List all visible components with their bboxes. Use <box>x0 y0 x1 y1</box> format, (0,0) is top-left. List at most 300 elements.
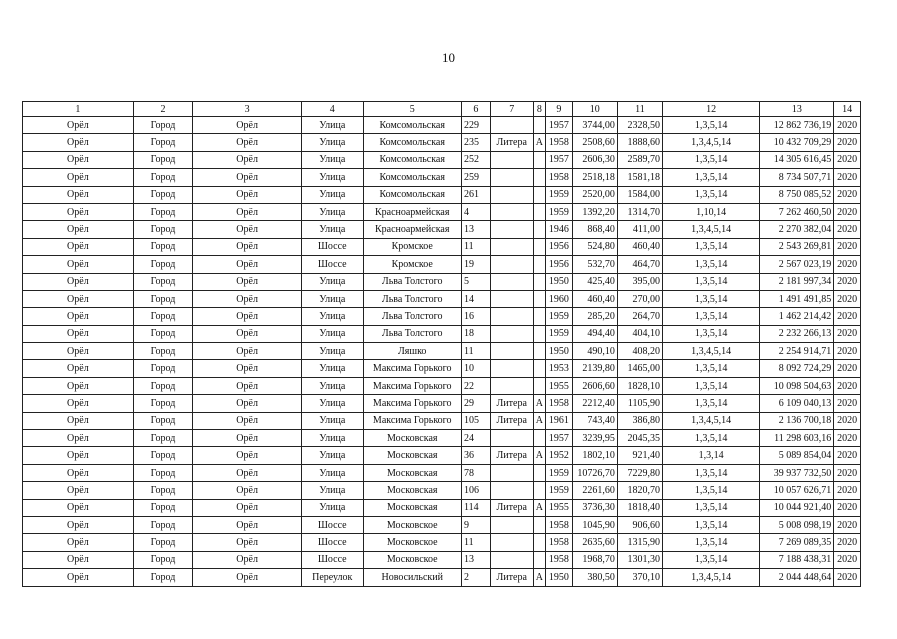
table-cell: 2 044 448,64 <box>760 569 834 586</box>
table-cell: Орёл <box>23 290 134 307</box>
table-cell: Улица <box>301 186 363 203</box>
table-cell: Город <box>133 273 192 290</box>
table-cell: А <box>533 499 545 516</box>
table-cell <box>490 464 533 481</box>
table-cell: Комсомольская <box>363 151 461 168</box>
table-cell <box>490 151 533 168</box>
table-cell: Орёл <box>23 169 134 186</box>
table-cell: 18 <box>461 325 490 342</box>
table-cell: 1,3,5,14 <box>662 325 759 342</box>
table-cell <box>533 551 545 568</box>
table-cell: 2020 <box>834 499 861 516</box>
table-cell: Орёл <box>23 308 134 325</box>
table-cell <box>533 169 545 186</box>
table-cell: Орёл <box>193 360 302 377</box>
table-cell: Улица <box>301 343 363 360</box>
table-cell: А <box>533 134 545 151</box>
table-cell: Орёл <box>193 325 302 342</box>
table-row <box>23 343 861 360</box>
table-row <box>23 203 861 220</box>
table-cell: Комсомольская <box>363 169 461 186</box>
table-cell: Орёл <box>23 412 134 429</box>
table-cell: Шоссе <box>301 551 363 568</box>
table-cell: Орёл <box>193 569 302 586</box>
table-cell <box>533 290 545 307</box>
table-cell: Орёл <box>23 238 134 255</box>
table-cell: Орёл <box>193 430 302 447</box>
table-cell: 494,40 <box>572 325 617 342</box>
column-header: 6 <box>461 102 490 117</box>
table-cell: 2 <box>461 569 490 586</box>
table-cell: 16 <box>461 308 490 325</box>
table-cell <box>490 430 533 447</box>
table-cell: 1,3,5,14 <box>662 186 759 203</box>
table-cell: 8 750 085,52 <box>760 186 834 203</box>
table-cell <box>533 343 545 360</box>
table-cell: Орёл <box>23 534 134 551</box>
table-cell: Литера <box>490 569 533 586</box>
table-cell: Литера <box>490 447 533 464</box>
table-cell <box>533 482 545 499</box>
table-cell: Город <box>133 551 192 568</box>
table-cell <box>490 203 533 220</box>
table-cell: Орёл <box>23 430 134 447</box>
table-cell: 395,00 <box>617 273 662 290</box>
table-body <box>23 117 861 587</box>
table-cell: 2606,30 <box>572 151 617 168</box>
table-cell <box>533 203 545 220</box>
table-cell: Орёл <box>23 273 134 290</box>
table-cell: 1,3,5,14 <box>662 308 759 325</box>
table-cell: 1959 <box>546 186 573 203</box>
table-cell: 2520,00 <box>572 186 617 203</box>
table-cell: 235 <box>461 134 490 151</box>
table-cell: Максима Горького <box>363 412 461 429</box>
table-cell: 2020 <box>834 325 861 342</box>
table-cell: 1960 <box>546 290 573 307</box>
table-cell <box>533 151 545 168</box>
table-cell: 105 <box>461 412 490 429</box>
table-cell <box>533 256 545 273</box>
table-cell: Орёл <box>23 516 134 533</box>
column-header: 13 <box>760 102 834 117</box>
table-cell <box>533 221 545 238</box>
table-cell: 2020 <box>834 203 861 220</box>
table-cell <box>533 430 545 447</box>
table-cell: Орёл <box>193 273 302 290</box>
table-cell: Кромское <box>363 256 461 273</box>
table-cell: 1950 <box>546 343 573 360</box>
table-cell: 2045,35 <box>617 430 662 447</box>
table-cell <box>490 377 533 394</box>
table-cell: 13 <box>461 221 490 238</box>
table-cell: 285,20 <box>572 308 617 325</box>
table-cell: Город <box>133 447 192 464</box>
table-cell <box>533 308 545 325</box>
table-cell: Город <box>133 464 192 481</box>
table-cell: 229 <box>461 117 490 134</box>
table-cell: Город <box>133 534 192 551</box>
table-cell: Город <box>133 169 192 186</box>
table-cell: Льва Толстого <box>363 290 461 307</box>
table-cell: 270,00 <box>617 290 662 307</box>
table-cell: А <box>533 412 545 429</box>
table-cell: Орёл <box>23 482 134 499</box>
table-cell: 12 862 736,19 <box>760 117 834 134</box>
table-cell: А <box>533 395 545 412</box>
table-row <box>23 430 861 447</box>
table-cell: Улица <box>301 134 363 151</box>
table-cell: Город <box>133 186 192 203</box>
table-cell: 386,80 <box>617 412 662 429</box>
table-cell: 1,3,5,14 <box>662 551 759 568</box>
table-cell: Орёл <box>193 308 302 325</box>
table-cell <box>533 360 545 377</box>
table-cell: 1957 <box>546 151 573 168</box>
table-cell: 1,3,5,14 <box>662 360 759 377</box>
table-cell: 1959 <box>546 464 573 481</box>
table-row <box>23 169 861 186</box>
table-cell: 408,20 <box>617 343 662 360</box>
table-cell <box>490 516 533 533</box>
table-row <box>23 256 861 273</box>
column-header: 12 <box>662 102 759 117</box>
table-cell <box>533 464 545 481</box>
table-cell <box>490 273 533 290</box>
table-cell: 5 <box>461 273 490 290</box>
table-cell: 6 109 040,13 <box>760 395 834 412</box>
table-cell: 19 <box>461 256 490 273</box>
table-cell <box>490 238 533 255</box>
table-cell: Орёл <box>193 412 302 429</box>
table-cell: 10 432 709,29 <box>760 134 834 151</box>
table-cell: 2020 <box>834 360 861 377</box>
table-cell: Орёл <box>193 447 302 464</box>
table-cell: 1,3,5,14 <box>662 290 759 307</box>
table-cell: Улица <box>301 395 363 412</box>
column-header: 7 <box>490 102 533 117</box>
table-cell: 11 <box>461 534 490 551</box>
table-cell: Улица <box>301 221 363 238</box>
table-cell: 411,00 <box>617 221 662 238</box>
table-cell: Шоссе <box>301 238 363 255</box>
table-cell: 1,3,5,14 <box>662 377 759 394</box>
table-cell: 1888,60 <box>617 134 662 151</box>
table-cell: 2139,80 <box>572 360 617 377</box>
table-cell: Максима Горького <box>363 360 461 377</box>
table-cell: 1,3,4,5,14 <box>662 221 759 238</box>
table-row <box>23 482 861 499</box>
table-cell: 11 298 603,16 <box>760 430 834 447</box>
table-cell: 906,60 <box>617 516 662 533</box>
table-cell: Улица <box>301 325 363 342</box>
table-cell: Орёл <box>23 464 134 481</box>
table-row <box>23 151 861 168</box>
table-cell: 29 <box>461 395 490 412</box>
table-cell <box>490 360 533 377</box>
table-cell: 1950 <box>546 273 573 290</box>
table-cell: 78 <box>461 464 490 481</box>
table-cell: 1958 <box>546 134 573 151</box>
table-cell: Литера <box>490 499 533 516</box>
table-cell: 1581,18 <box>617 169 662 186</box>
table-cell: Город <box>133 256 192 273</box>
table-cell: 1,3,5,14 <box>662 169 759 186</box>
table-cell <box>490 482 533 499</box>
table-cell: 8 734 507,71 <box>760 169 834 186</box>
table-cell: Город <box>133 238 192 255</box>
table-row <box>23 186 861 203</box>
table-cell: 1,3,5,14 <box>662 482 759 499</box>
table-cell: Льва Толстого <box>363 273 461 290</box>
table-cell: Город <box>133 325 192 342</box>
table-cell: Орёл <box>193 117 302 134</box>
table-cell: Город <box>133 430 192 447</box>
table-cell: 1105,90 <box>617 395 662 412</box>
table-cell: 1,3,5,14 <box>662 238 759 255</box>
table-row <box>23 134 861 151</box>
table-cell: 2518,18 <box>572 169 617 186</box>
table-cell: 2 254 914,71 <box>760 343 834 360</box>
table-cell: 743,40 <box>572 412 617 429</box>
table-cell: 1,3,5,14 <box>662 534 759 551</box>
table-cell: 1,3,5,14 <box>662 256 759 273</box>
table-cell: 3736,30 <box>572 499 617 516</box>
table-cell: 1465,00 <box>617 360 662 377</box>
table-cell: 1,3,4,5,14 <box>662 343 759 360</box>
table-cell: Максима Горького <box>363 395 461 412</box>
table-row <box>23 273 861 290</box>
column-header: 14 <box>834 102 861 117</box>
table-cell: Город <box>133 203 192 220</box>
table-cell: 1818,40 <box>617 499 662 516</box>
table-cell <box>533 186 545 203</box>
table-cell: Ляшко <box>363 343 461 360</box>
table-cell: 2606,60 <box>572 377 617 394</box>
table-cell: 114 <box>461 499 490 516</box>
table-cell: 1959 <box>546 203 573 220</box>
table-cell: 14 <box>461 290 490 307</box>
table-cell <box>533 377 545 394</box>
table-row <box>23 534 861 551</box>
table-cell: 1955 <box>546 499 573 516</box>
table-cell: 1,3,5,14 <box>662 151 759 168</box>
table-cell <box>533 238 545 255</box>
table-cell: 10 044 921,40 <box>760 499 834 516</box>
table-cell: 1958 <box>546 534 573 551</box>
table-cell: 252 <box>461 151 490 168</box>
table-cell: Орёл <box>193 464 302 481</box>
table-cell: 2020 <box>834 308 861 325</box>
table-cell: 1314,70 <box>617 203 662 220</box>
table-cell: Орёл <box>193 134 302 151</box>
table-cell: Орёл <box>23 221 134 238</box>
table-cell: Город <box>133 395 192 412</box>
table-cell: Орёл <box>193 534 302 551</box>
table-cell: 404,10 <box>617 325 662 342</box>
table-cell: 1958 <box>546 395 573 412</box>
table-cell: Орёл <box>23 325 134 342</box>
table-cell: 2 543 269,81 <box>760 238 834 255</box>
table-cell: 2020 <box>834 186 861 203</box>
table-cell: 2 181 997,34 <box>760 273 834 290</box>
table-cell: 1,3,4,5,14 <box>662 569 759 586</box>
table-cell: 8 092 724,29 <box>760 360 834 377</box>
table-cell: Улица <box>301 169 363 186</box>
table-cell: 2 136 700,18 <box>760 412 834 429</box>
table-cell: Орёл <box>193 151 302 168</box>
table-cell: Город <box>133 412 192 429</box>
table-cell: Город <box>133 308 192 325</box>
table-cell: Улица <box>301 203 363 220</box>
table-cell: 7229,80 <box>617 464 662 481</box>
table-cell: Город <box>133 360 192 377</box>
table-row <box>23 395 861 412</box>
table-cell: Комсомольская <box>363 117 461 134</box>
table-cell: Улица <box>301 273 363 290</box>
table-cell: Улица <box>301 412 363 429</box>
table-cell: Город <box>133 377 192 394</box>
table-cell: 39 937 732,50 <box>760 464 834 481</box>
column-header: 1 <box>23 102 134 117</box>
table-cell: 1946 <box>546 221 573 238</box>
column-header: 2 <box>133 102 192 117</box>
header-row <box>23 102 861 117</box>
table-cell <box>490 343 533 360</box>
table-cell: 10726,70 <box>572 464 617 481</box>
table-cell: 425,40 <box>572 273 617 290</box>
table-cell <box>533 534 545 551</box>
table-cell: Московское <box>363 551 461 568</box>
table-cell: Улица <box>301 151 363 168</box>
table-cell: 524,80 <box>572 238 617 255</box>
housing-registry-table <box>22 101 861 587</box>
table-cell: 2020 <box>834 169 861 186</box>
table-cell: 2 232 266,13 <box>760 325 834 342</box>
table-cell: Орёл <box>23 203 134 220</box>
table-cell: Шоссе <box>301 256 363 273</box>
table-cell: 7 188 438,31 <box>760 551 834 568</box>
table-cell: 261 <box>461 186 490 203</box>
table-cell: 2020 <box>834 482 861 499</box>
table-cell: Орёл <box>193 238 302 255</box>
table-cell: 2 567 023,19 <box>760 256 834 273</box>
table-cell: Улица <box>301 308 363 325</box>
table-cell: Орёл <box>193 377 302 394</box>
table-cell: 1959 <box>546 482 573 499</box>
table-cell: Орёл <box>193 516 302 533</box>
table-cell: 1958 <box>546 551 573 568</box>
table-cell: Орёл <box>193 186 302 203</box>
table-cell: Улица <box>301 360 363 377</box>
table-row <box>23 325 861 342</box>
table-cell: 2020 <box>834 516 861 533</box>
table-cell: Орёл <box>193 221 302 238</box>
table-cell: 5 008 098,19 <box>760 516 834 533</box>
table-row <box>23 551 861 568</box>
table-cell: Переулок <box>301 569 363 586</box>
table-cell: Орёл <box>193 551 302 568</box>
table-cell: Орёл <box>193 169 302 186</box>
table-cell: Льва Толстого <box>363 308 461 325</box>
table-cell: 1,3,14 <box>662 447 759 464</box>
table-cell: 1956 <box>546 238 573 255</box>
table-cell: 2589,70 <box>617 151 662 168</box>
table-cell: Город <box>133 499 192 516</box>
table-cell: 2212,40 <box>572 395 617 412</box>
table-cell: 24 <box>461 430 490 447</box>
table-cell: Город <box>133 343 192 360</box>
table-cell: Улица <box>301 377 363 394</box>
table-cell: 2261,60 <box>572 482 617 499</box>
table-cell: Шоссе <box>301 534 363 551</box>
column-header: 3 <box>193 102 302 117</box>
table-cell: 2020 <box>834 238 861 255</box>
column-header: 10 <box>572 102 617 117</box>
table-cell: Комсомольская <box>363 134 461 151</box>
table-row <box>23 412 861 429</box>
table-cell: 2020 <box>834 395 861 412</box>
column-header: 5 <box>363 102 461 117</box>
table-cell: Льва Толстого <box>363 325 461 342</box>
table-row <box>23 447 861 464</box>
table-cell: Улица <box>301 117 363 134</box>
table-cell: 2635,60 <box>572 534 617 551</box>
column-header: 11 <box>617 102 662 117</box>
table-cell: 1,3,5,14 <box>662 464 759 481</box>
table-cell: 4 <box>461 203 490 220</box>
table-row <box>23 499 861 516</box>
table-row <box>23 308 861 325</box>
table-cell: 2020 <box>834 273 861 290</box>
table-row <box>23 464 861 481</box>
table-cell: 1957 <box>546 117 573 134</box>
table-cell: 2020 <box>834 569 861 586</box>
table-cell: Московская <box>363 447 461 464</box>
table-cell: 1958 <box>546 169 573 186</box>
table-cell: 1955 <box>546 377 573 394</box>
table-cell: 2328,50 <box>617 117 662 134</box>
table-cell: 464,70 <box>617 256 662 273</box>
table-cell: Орёл <box>23 117 134 134</box>
table-cell: 1,3,5,14 <box>662 499 759 516</box>
table-cell <box>490 256 533 273</box>
table-cell: 2020 <box>834 377 861 394</box>
table-cell: Город <box>133 569 192 586</box>
table-cell: 259 <box>461 169 490 186</box>
table-cell <box>533 325 545 342</box>
column-header: 4 <box>301 102 363 117</box>
table-cell: 2020 <box>834 221 861 238</box>
table-cell <box>490 308 533 325</box>
table-row <box>23 238 861 255</box>
table-cell: 1,3,5,14 <box>662 430 759 447</box>
table-cell: 22 <box>461 377 490 394</box>
table-cell: 11 <box>461 343 490 360</box>
table-cell: Орёл <box>23 551 134 568</box>
table-cell: Город <box>133 290 192 307</box>
table-cell: Шоссе <box>301 516 363 533</box>
table-cell <box>533 273 545 290</box>
table-cell: 1959 <box>546 308 573 325</box>
table-cell: Орёл <box>23 377 134 394</box>
table-cell: 2020 <box>834 534 861 551</box>
table-cell: Московская <box>363 430 461 447</box>
table-cell: 370,10 <box>617 569 662 586</box>
table-cell: 36 <box>461 447 490 464</box>
table-cell <box>490 534 533 551</box>
table-cell: 3744,00 <box>572 117 617 134</box>
